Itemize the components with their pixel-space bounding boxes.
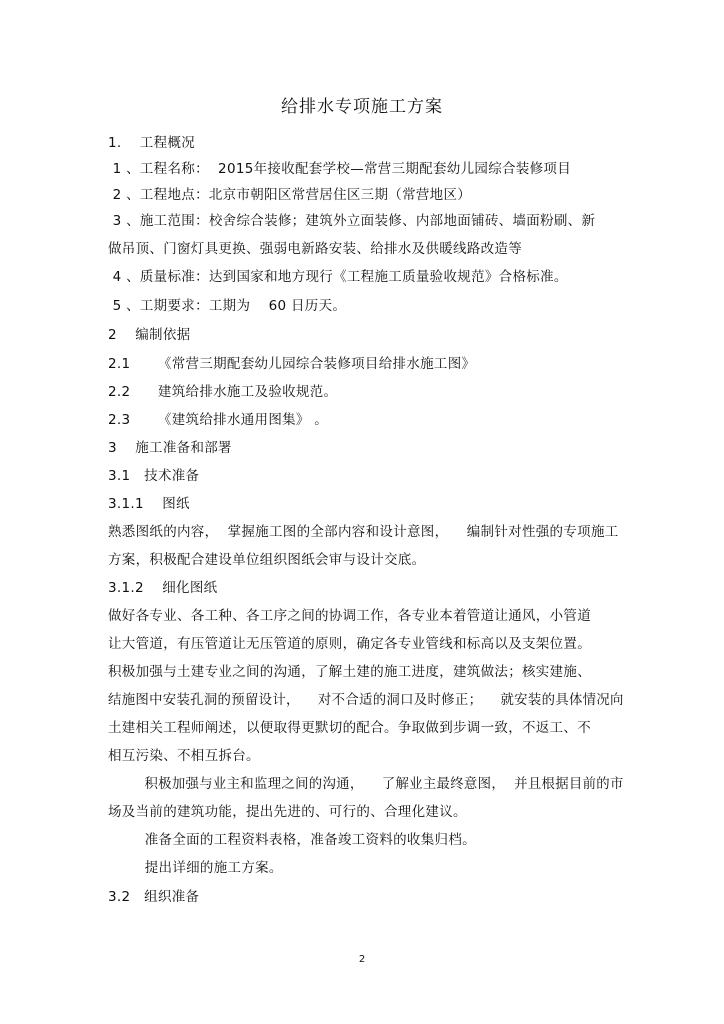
body-line: 2.2 建筑给排水施工及验收规范。: [108, 384, 338, 400]
body-line: 准备全面的工程资料表格，准备竣工资料的收集归档。: [108, 832, 476, 848]
body-line: 3.1.2 细化图纸: [108, 580, 218, 596]
body-line: 3.1.1 图纸: [108, 496, 190, 512]
body-line: 土建相关工程师阐述，以便取得更默切的配合。争取做到步调一致，不返工、不: [108, 720, 591, 736]
body-line: 2 、工程地点：北京市朝阳区常营居住区三期（常营地区）: [108, 187, 472, 203]
body-line: 熟悉图纸的内容， 掌握施工图的全部内容和设计意图， 编制针对性强的专项施工: [108, 524, 619, 540]
body-line: 场及当前的建筑功能，提出先进的、可行的、合理化建议。: [108, 804, 467, 820]
body-line: 3 、施工范围：校舍综合装修；建筑外立面装修、内部地面铺砖、墙面粉刷、新: [108, 213, 596, 229]
body-line: 3 施工准备和部署: [108, 440, 232, 456]
body-line: 结施图中安装孔洞的预留设计， 对不合适的洞口及时修正； 就安装的具体情况向: [108, 692, 624, 708]
body-line: 做好各专业、各工种、各工序之间的协调工作，各专业本着管道让通风，小管道: [108, 608, 591, 624]
body-line: 4 、质量标准：达到国家和地方现行《工程施工质量验收规范》合格标准。: [108, 269, 568, 285]
body-line: 1 、工程名称： 2015年接收配套学校—常营三期配套幼儿园综合装修项目: [108, 161, 572, 177]
body-line: 积极加强与土建专业之间的沟通，了解土建的施工进度，建筑做法；核实建施、: [108, 664, 591, 680]
document-title: 给排水专项施工方案: [281, 97, 443, 117]
body-line: 2.1 《常营三期配套幼儿园综合装修项目给排水施工图》: [108, 356, 476, 372]
page-number: 2: [358, 954, 366, 965]
body-line: 1. 工程概况: [108, 135, 196, 151]
body-line: 3.1 技术准备: [108, 468, 200, 484]
body-line: 积极加强与业主和监理之间的沟通， 了解业主最终意图， 并且根据目前的市: [108, 776, 624, 792]
body-line: 2.3 《建筑给排水通用图集》 。: [108, 412, 329, 428]
body-line: 5 、工期要求：工期为 60 日历天。: [108, 298, 347, 314]
body-line: 3.2 组织准备: [108, 889, 200, 905]
body-line: 相互污染、不相互拆台。: [108, 748, 260, 764]
body-line: 2 编制依据: [108, 327, 191, 343]
body-line: 提出详细的施工方案。: [108, 860, 283, 876]
body-line: 让大管道，有压管道让无压管道的原则，确定各专业管线和标高以及支架位置。: [108, 636, 591, 652]
body-line: 方案，积极配合建设单位组织图纸会审与设计交底。: [108, 552, 426, 568]
body-line: 做吊顶、门窗灯具更换、强弱电新路安装、给排水及供暖线路改造等: [108, 241, 522, 257]
